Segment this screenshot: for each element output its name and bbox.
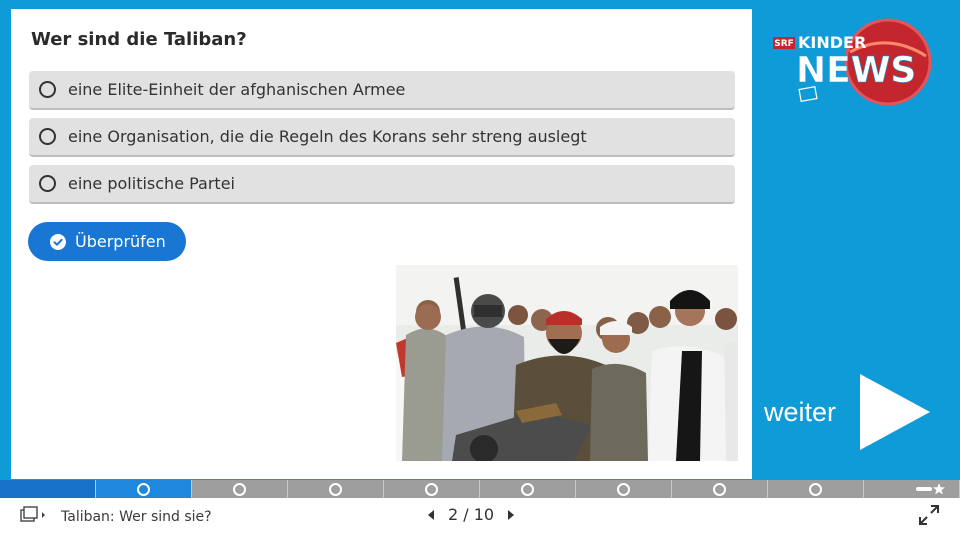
progress-segment[interactable] (576, 480, 672, 498)
menu-list-icon[interactable] (20, 506, 48, 526)
check-answer-button[interactable] (28, 222, 186, 261)
logo-kinder-text: KINDER (798, 33, 867, 52)
answer-option-label: eine Organisation, die die Regeln des Korans sehr streng auslegt (68, 127, 587, 146)
progress-dot-icon (425, 483, 438, 496)
radio-icon[interactable] (39, 175, 56, 192)
slide-title: Taliban: Wer sind sie? (61, 509, 212, 525)
taliban-group-photo (396, 265, 738, 461)
progress-segment[interactable] (768, 480, 864, 498)
answer-option-label: eine politische Partei (68, 174, 235, 193)
answer-options (29, 71, 735, 212)
player-footer (0, 498, 960, 540)
progress-dot-icon (137, 483, 150, 496)
radio-icon[interactable] (39, 128, 56, 145)
progress-dot-icon (713, 483, 726, 496)
progress-dot-icon (617, 483, 630, 496)
progress-segment[interactable] (672, 480, 768, 498)
answer-option-1[interactable] (29, 71, 735, 110)
progress-segment[interactable] (96, 480, 192, 498)
logo-srf-text: SRF (774, 39, 794, 49)
progress-segment[interactable] (480, 480, 576, 498)
next-slide-label: weiter (764, 396, 837, 427)
quiz-panel (11, 9, 752, 479)
next-page-button[interactable] (504, 506, 518, 524)
previous-slide-button[interactable] (424, 506, 438, 524)
progress-segment[interactable] (192, 480, 288, 498)
progress-dot-icon (809, 483, 822, 496)
answer-option-3[interactable] (29, 165, 735, 204)
srf-kinder-news-logo (770, 14, 940, 114)
progress-dot-icon (233, 483, 246, 496)
chevron-right-icon (507, 509, 515, 521)
question-title: Wer sind die Taliban? (31, 29, 247, 50)
star-icon (916, 483, 946, 495)
fullscreen-icon[interactable] (918, 504, 940, 526)
next-slide-button[interactable] (764, 372, 934, 452)
page-indicator: 2 / 10 (448, 505, 495, 524)
answer-option-2[interactable] (29, 118, 735, 157)
answer-option-label: eine Elite-Einheit der afghanischen Armee (68, 80, 406, 99)
progress-dot-icon (329, 483, 342, 496)
slide-progress-bar (0, 480, 960, 498)
radio-icon[interactable] (39, 81, 56, 98)
logo-news-text: NEWS (796, 50, 917, 91)
progress-segment[interactable] (288, 480, 384, 498)
slide-pager (424, 505, 518, 524)
progress-dot-icon (521, 483, 534, 496)
progress-segment[interactable] (384, 480, 480, 498)
check-answer-label: Überprüfen (75, 232, 166, 251)
progress-segment[interactable] (0, 480, 96, 498)
check-circle-icon (50, 234, 66, 250)
chevron-left-icon (427, 509, 435, 521)
play-arrow-icon (858, 372, 932, 452)
